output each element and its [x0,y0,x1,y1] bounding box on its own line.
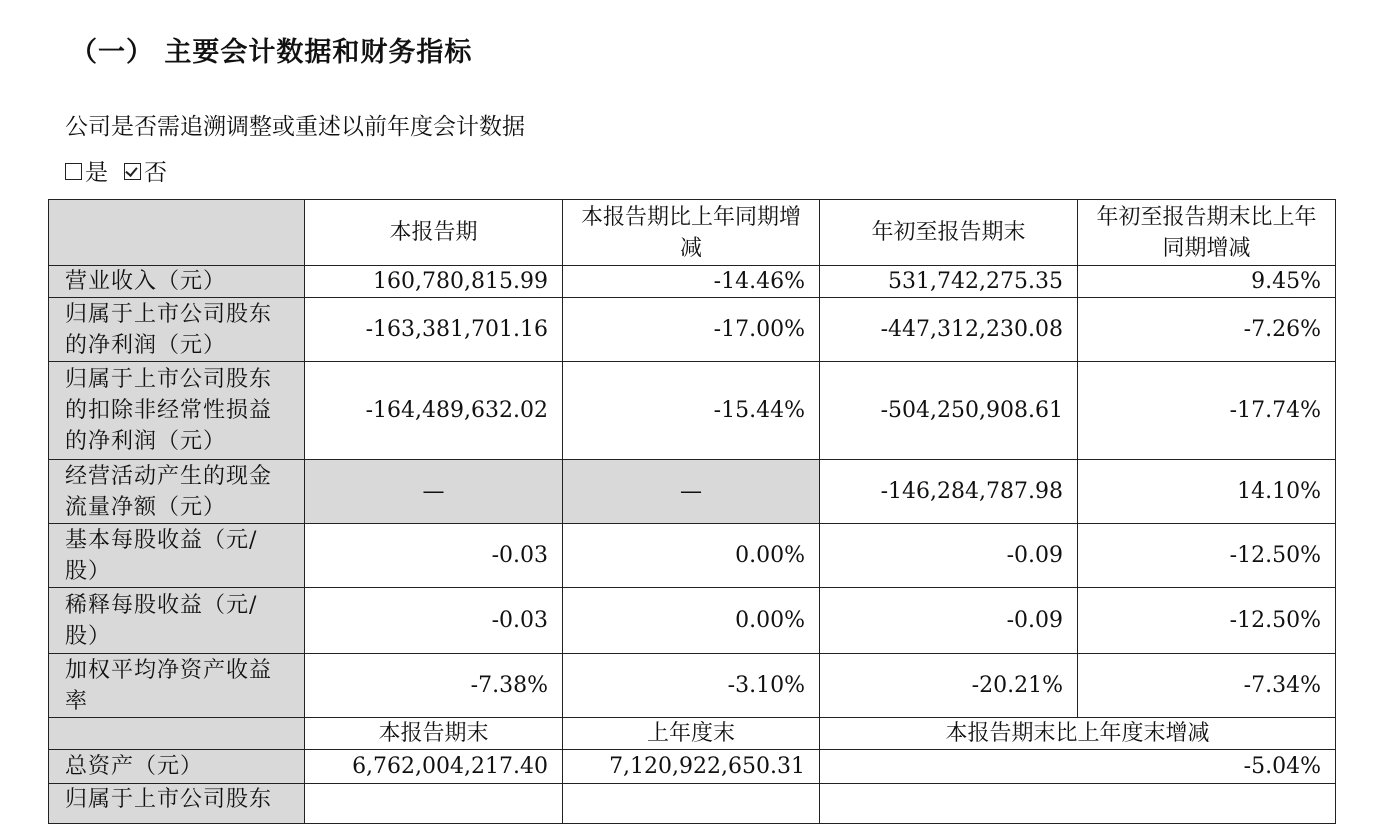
cell-ytd-change: -12.50% [1078,588,1336,654]
header-period-end: 本报告期末 [305,718,563,750]
checkbox-yes[interactable] [65,163,82,180]
checkbox-no-checked[interactable] [124,163,141,180]
table-row [49,784,1336,824]
section-title: （一） 主要会计数据和财务指标 [70,37,473,68]
row-label: 归属于上市公司股东 [49,784,305,824]
cell-current-change: 0.00% [563,524,820,588]
cell-current: -7.38% [305,654,563,718]
cell-current-change: -14.46% [563,266,820,298]
cell-ytd: -447,312,230.08 [820,298,1078,362]
cell-ytd-change: 14.10% [1078,460,1336,524]
cell-prior-year-end [563,784,820,824]
header-empty-cell [49,200,305,266]
cell-ytd-change: -7.34% [1078,654,1336,718]
table-header-row [49,200,1336,266]
row-label: 稀释每股收益（元/股） [49,588,305,654]
header-prior-year-end: 上年度末 [563,718,820,750]
cell-period-end: 6,762,004,217.40 [305,750,563,784]
table-row [49,266,1336,298]
financial-data-table [48,199,1336,824]
cell-current: -0.03 [305,524,563,588]
cell-current-change: -15.44% [563,362,820,460]
cell-ytd: -504,250,908.61 [820,362,1078,460]
cell-current: -163,381,701.16 [305,298,563,362]
cell-ytd-change: -7.26% [1078,298,1336,362]
subheader-empty-cell [49,718,305,750]
header-period-change: 本报告期末比上年度末增减 [820,718,1336,750]
table-row [49,750,1336,784]
cell-current: 160,780,815.99 [305,266,563,298]
cell-period-end [305,784,563,824]
cell-current-change: — [563,460,820,524]
cell-current-change: -17.00% [563,298,820,362]
cell-current-change: -3.10% [563,654,820,718]
row-label: 基本每股收益（元/股） [49,524,305,588]
cell-ytd: 531,742,275.35 [820,266,1078,298]
cell-ytd: -146,284,787.98 [820,460,1078,524]
table-row [49,588,1336,654]
cell-ytd: -20.21% [820,654,1078,718]
restatement-question: 公司是否需追溯调整或重述以前年度会计数据 [65,114,525,140]
cell-ytd-change: -17.74% [1078,362,1336,460]
row-label: 营业收入（元） [49,266,305,298]
row-label: 归属于上市公司股东的扣除非经常性损益的净利润（元） [49,362,305,460]
table-row [49,298,1336,362]
cell-period-change [820,784,1336,824]
row-label: 加权平均净资产收益率 [49,654,305,718]
header-current-change: 本报告期比上年同期增减 [563,200,820,266]
cell-ytd: -0.09 [820,588,1078,654]
row-label: 归属于上市公司股东的净利润（元） [49,298,305,362]
cell-current: — [305,460,563,524]
table-row [49,654,1336,718]
header-current-period: 本报告期 [305,200,563,266]
cell-prior-year-end: 7,120,922,650.31 [563,750,820,784]
cell-current: -164,489,632.02 [305,362,563,460]
cell-period-change: -5.04% [820,750,1336,784]
cell-ytd-change: -12.50% [1078,524,1336,588]
header-ytd: 年初至报告期末 [820,200,1078,266]
row-label: 经营活动产生的现金流量净额（元） [49,460,305,524]
cell-current: -0.03 [305,588,563,654]
table-row [49,460,1336,524]
cell-ytd-change: 9.45% [1078,266,1336,298]
cell-ytd: -0.09 [820,524,1078,588]
table-subheader-row [49,718,1336,750]
table-row [49,524,1336,588]
header-ytd-change: 年初至报告期末比上年同期增减 [1078,200,1336,266]
option-no-label: 否 [144,160,167,186]
table-row [49,362,1336,460]
option-yes-label: 是 [85,160,108,186]
row-label: 总资产（元） [49,750,305,784]
restatement-options [65,154,167,187]
cell-current-change: 0.00% [563,588,820,654]
